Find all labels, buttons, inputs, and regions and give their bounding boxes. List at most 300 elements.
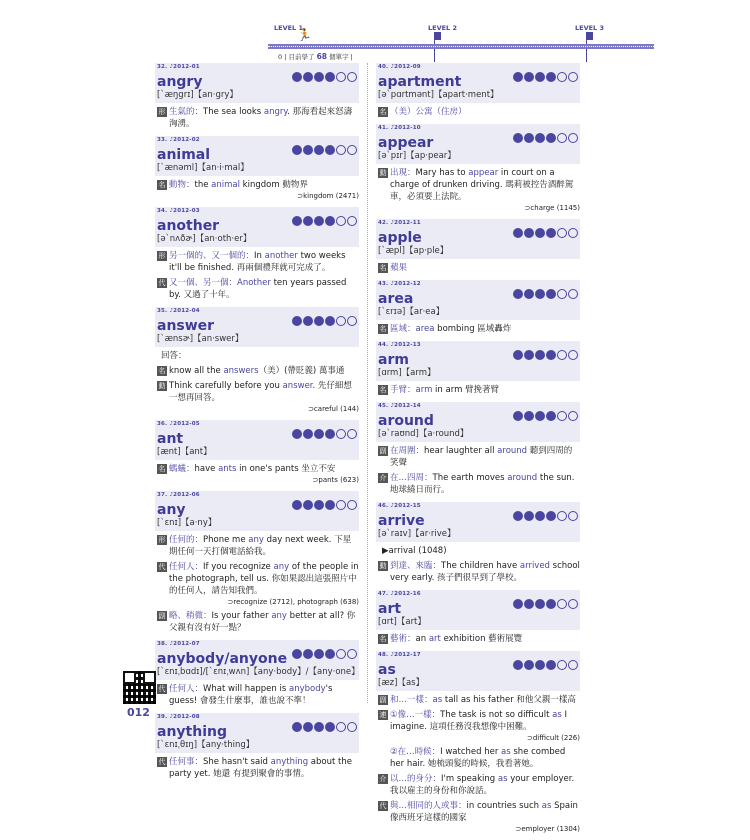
- sense-line: [155, 610, 359, 634]
- sense-definition: 動物：: [169, 180, 195, 190]
- sense-line: [155, 683, 359, 707]
- review-circle-icon[interactable]: [303, 722, 313, 732]
- sense-line: [376, 694, 580, 706]
- review-checkboxes[interactable]: [292, 722, 357, 732]
- example-rest: tall as his father 和他父親一樣高: [442, 695, 576, 705]
- sense-line: [155, 250, 359, 274]
- flag-icon: [435, 32, 441, 40]
- example-rest: 聽到四周的笑聲: [390, 446, 573, 468]
- example-text: The earth moves: [432, 473, 508, 483]
- review-checkboxes[interactable]: [513, 511, 578, 521]
- review-circle-icon[interactable]: [546, 660, 556, 670]
- review-circle-icon[interactable]: [336, 722, 346, 732]
- part-of-speech-badge: 名: [379, 264, 387, 272]
- sense-line: [155, 179, 359, 191]
- example-keyword: arm: [415, 385, 433, 395]
- example-rest: your employer. 我以雇主的身份和你說話。: [390, 774, 575, 796]
- entry-header: [376, 590, 580, 630]
- example-rest: in one's pants 坐立不安: [236, 464, 336, 474]
- entry-header: [155, 136, 359, 176]
- qr-code[interactable]: [123, 671, 156, 704]
- word-entry: [376, 280, 580, 335]
- review-checkboxes[interactable]: [292, 316, 357, 326]
- review-circle-icon[interactable]: [347, 649, 357, 659]
- review-circle-icon[interactable]: [314, 316, 324, 326]
- cross-reference: ⊃recognize (2712), photograph (638): [227, 598, 359, 606]
- pronunciation: [æz]【as】: [378, 678, 425, 688]
- example-rest: two weeks it'll be finished. 再兩個禮拜就可完成了。: [169, 251, 346, 273]
- headword: apple: [378, 230, 422, 246]
- cross-reference: ⊃careful (144): [308, 405, 359, 413]
- review-circle-icon[interactable]: [513, 289, 523, 299]
- sense-line: [155, 561, 359, 597]
- example-keyword: appear: [468, 168, 499, 178]
- review-checkboxes[interactable]: [513, 660, 578, 670]
- pronunciation: [əˋraɪv]【ar·rive】: [378, 529, 456, 539]
- example-rest: in arm 臂挽著臂: [432, 385, 500, 395]
- review-circle-icon[interactable]: [347, 216, 357, 226]
- review-circle-icon[interactable]: [314, 72, 324, 82]
- example-text: Think carefully before you: [169, 381, 283, 391]
- example-keyword: as: [541, 801, 552, 811]
- review-circle-icon[interactable]: [568, 228, 578, 238]
- review-circle-icon[interactable]: [347, 145, 357, 155]
- entry-header: [155, 307, 359, 347]
- sense-definition: 任何人：: [169, 684, 204, 694]
- entry-number: 33. ♪2012-02: [157, 137, 200, 143]
- review-circle-icon[interactable]: [513, 660, 523, 670]
- review-circle-icon[interactable]: [557, 350, 567, 360]
- sense-line: [376, 384, 580, 396]
- review-circle-icon[interactable]: [557, 228, 567, 238]
- review-circle-icon[interactable]: [535, 228, 545, 238]
- review-circle-icon[interactable]: [325, 722, 335, 732]
- entry-number: 34. ♪2012-03: [157, 208, 200, 214]
- review-circle-icon[interactable]: [535, 350, 545, 360]
- sense-definition: 蘋果: [390, 263, 408, 273]
- example-rest: in court on a charge of drunken driving. 瑪莉被控告酒醉駕車，必須要上法院。: [390, 168, 574, 202]
- part-of-speech-badge: 代: [158, 279, 166, 287]
- review-checkboxes[interactable]: [292, 216, 357, 226]
- review-circle-icon[interactable]: [535, 289, 545, 299]
- entry-header: [376, 219, 580, 259]
- runner-icon: 🏃: [297, 28, 312, 42]
- entry-note: 回答：: [161, 351, 187, 361]
- review-circle-icon[interactable]: [513, 350, 523, 360]
- sense-definition: 又一個、另一個：: [169, 278, 238, 288]
- entry-number: 45. ♪2012-14: [378, 403, 421, 409]
- example-text: the: [194, 180, 212, 190]
- review-circle-icon[interactable]: [557, 289, 567, 299]
- sense-line: [376, 262, 580, 274]
- sense-definition: 另一個的、又一個的：: [169, 251, 255, 261]
- sense-definition: 區域：: [390, 324, 416, 334]
- review-circle-icon[interactable]: [292, 316, 302, 326]
- level-2-label: LEVEL 2: [428, 24, 457, 32]
- review-circle-icon[interactable]: [292, 72, 302, 82]
- level-3-label: LEVEL 3: [575, 24, 604, 32]
- review-circle-icon[interactable]: [336, 649, 346, 659]
- headword: art: [378, 601, 402, 617]
- example-rest: Spain 像西班牙這樣的國家: [390, 801, 578, 823]
- review-circle-icon[interactable]: [524, 411, 534, 421]
- sense-definition: 和…一樣：: [390, 695, 433, 705]
- entry-number: 42. ♪2012-11: [378, 220, 421, 226]
- review-circle-icon[interactable]: [535, 660, 545, 670]
- review-circle-icon[interactable]: [347, 72, 357, 82]
- entry-number: 48. ♪2012-17: [378, 652, 421, 658]
- review-checkboxes[interactable]: [292, 649, 357, 659]
- part-of-speech-badge: 名: [379, 635, 387, 643]
- review-circle-icon[interactable]: [292, 145, 302, 155]
- review-circle-icon[interactable]: [314, 649, 324, 659]
- review-circle-icon[interactable]: [325, 500, 335, 510]
- entry-header: [376, 341, 580, 381]
- sense-line: [376, 323, 580, 335]
- review-circle-icon[interactable]: [546, 289, 556, 299]
- review-circle-icon[interactable]: [347, 722, 357, 732]
- example-text: an: [415, 634, 429, 644]
- example-rest: she combed her hair. 她梳頭髮的時候，我看著她。: [390, 747, 566, 769]
- example-rest: day next week. 下星期任何一天打個電話給我。: [169, 535, 352, 557]
- review-circle-icon[interactable]: [292, 216, 302, 226]
- example-text: in countries such: [466, 801, 542, 811]
- review-circle-icon[interactable]: [292, 429, 302, 439]
- word-entry: [376, 219, 580, 274]
- word-entry: [155, 63, 359, 130]
- review-circle-icon[interactable]: [524, 599, 534, 609]
- entry-header: [155, 640, 359, 680]
- review-circle-icon[interactable]: [546, 411, 556, 421]
- sense-line: [376, 106, 580, 118]
- review-circle-icon[interactable]: [524, 133, 534, 143]
- review-circle-icon[interactable]: [325, 72, 335, 82]
- review-circle-icon[interactable]: [535, 72, 545, 82]
- sense-line: [376, 800, 580, 824]
- example-text: The children have: [441, 561, 520, 571]
- review-circle-icon[interactable]: [314, 500, 324, 510]
- entry-number: 37. ♪2012-06: [157, 492, 200, 498]
- part-of-speech-badge: 介: [379, 474, 387, 482]
- review-circle-icon[interactable]: [347, 316, 357, 326]
- review-circle-icon[interactable]: [314, 722, 324, 732]
- review-circle-icon[interactable]: [546, 350, 556, 360]
- review-checkboxes[interactable]: [292, 500, 357, 510]
- sense-line: [155, 365, 359, 377]
- entry-header: [376, 124, 580, 164]
- entry-number: 40. ♪2012-09: [378, 64, 421, 70]
- review-circle-icon[interactable]: [557, 72, 567, 82]
- example-rest: school very early. 孩子們很早到了學校。: [390, 561, 580, 583]
- example-keyword: art: [428, 634, 441, 644]
- sense-line: [376, 445, 580, 469]
- example-keyword: Another: [237, 278, 271, 288]
- review-checkboxes[interactable]: [292, 145, 357, 155]
- headword: arrive: [378, 513, 425, 529]
- cross-reference: ⊃employer (1304): [515, 825, 580, 833]
- example-text: She hasn't said: [203, 757, 271, 767]
- review-circle-icon[interactable]: [314, 429, 324, 439]
- pronunciation: [ænt]【ant】: [157, 447, 212, 457]
- review-circle-icon[interactable]: [513, 511, 523, 521]
- review-circle-icon[interactable]: [546, 599, 556, 609]
- example-text: have: [194, 464, 219, 474]
- part-of-speech-badge: 名: [379, 108, 387, 116]
- progress-bar: [268, 44, 654, 49]
- part-of-speech-badge: 形: [158, 108, 166, 116]
- pronunciation: [ˋæŋgrɪ]【an·gry】: [157, 90, 238, 100]
- cross-reference: ⊃charge (1145): [524, 204, 580, 212]
- entry-header: [155, 713, 359, 753]
- example-rest: exhibition 藝術展覽: [440, 634, 523, 644]
- word-entry: [376, 124, 580, 213]
- review-circle-icon[interactable]: [524, 660, 534, 670]
- review-circle-icon[interactable]: [292, 722, 302, 732]
- example-text: I'm speaking: [441, 774, 498, 784]
- entry-header: [155, 63, 359, 103]
- review-circle-icon[interactable]: [314, 145, 324, 155]
- review-circle-icon[interactable]: [557, 599, 567, 609]
- part-of-speech-badge: 副: [158, 612, 166, 620]
- example-rest: . 那海看起來怒濤洶湧。: [169, 107, 353, 129]
- review-circle-icon[interactable]: [513, 72, 523, 82]
- review-checkboxes[interactable]: [292, 429, 357, 439]
- sense-line: [376, 560, 580, 584]
- example-keyword: around: [497, 446, 528, 456]
- review-circle-icon[interactable]: [568, 599, 578, 609]
- word-entry: [376, 651, 580, 834]
- review-circle-icon[interactable]: [568, 511, 578, 521]
- progress-text: 0 | 目前學了 68 個單字 |: [278, 52, 353, 61]
- word-entry: [376, 402, 580, 496]
- review-circle-icon[interactable]: [524, 228, 534, 238]
- review-circle-icon[interactable]: [303, 216, 313, 226]
- sense-definition: 以…的身分：: [390, 774, 442, 784]
- word-entry: [155, 420, 359, 485]
- example-rest: about the party yet. 她還 有提到聚會的事情。: [169, 757, 352, 779]
- review-circle-icon[interactable]: [546, 228, 556, 238]
- cross-reference: ⊃pants (623): [312, 476, 359, 484]
- example-keyword: area: [415, 324, 435, 334]
- review-circle-icon[interactable]: [557, 133, 567, 143]
- part-of-speech-badge: 形: [158, 252, 166, 260]
- headword: another: [157, 218, 220, 234]
- review-checkboxes[interactable]: [513, 289, 578, 299]
- review-circle-icon[interactable]: [557, 660, 567, 670]
- review-checkboxes[interactable]: [513, 599, 578, 609]
- review-circle-icon[interactable]: [568, 350, 578, 360]
- sense-line: [155, 380, 359, 404]
- sense-line: [155, 106, 359, 130]
- review-circle-icon[interactable]: [557, 411, 567, 421]
- example-text: I watched her: [440, 747, 502, 757]
- sense-definition: 藝術：: [390, 634, 416, 644]
- entry-header: [155, 420, 359, 460]
- review-circle-icon[interactable]: [524, 289, 534, 299]
- review-checkboxes[interactable]: [513, 72, 578, 82]
- part-of-speech-badge: 名: [379, 325, 387, 333]
- example-rest: ten years passed by. 又過了十年。: [169, 278, 347, 300]
- sense-definition: 手臂：: [390, 385, 416, 395]
- review-circle-icon[interactable]: [303, 145, 313, 155]
- sense-line: [376, 773, 580, 797]
- example-keyword: angry: [263, 107, 288, 117]
- review-checkboxes[interactable]: [292, 72, 357, 82]
- part-of-speech-badge: 副: [379, 696, 387, 704]
- example-keyword: any: [271, 611, 287, 621]
- word-entry: [376, 502, 580, 584]
- headword: apartment: [378, 74, 462, 90]
- entry-number: 32. ♪2012-01: [157, 64, 200, 70]
- review-circle-icon[interactable]: [303, 649, 313, 659]
- review-circle-icon[interactable]: [336, 216, 346, 226]
- review-circle-icon[interactable]: [524, 72, 534, 82]
- part-of-speech-badge: 形: [158, 536, 166, 544]
- pronunciation: [ˋɛnɪˌθɪŋ]【any·thing】: [157, 740, 255, 750]
- review-circle-icon[interactable]: [325, 429, 335, 439]
- entry-header: [155, 207, 359, 247]
- review-circle-icon[interactable]: [568, 72, 578, 82]
- sense-line: [376, 709, 580, 733]
- review-circle-icon[interactable]: [568, 411, 578, 421]
- entry-header: [376, 280, 580, 320]
- review-circle-icon[interactable]: [336, 316, 346, 326]
- entry-number: 35. ♪2012-04: [157, 308, 200, 314]
- review-checkboxes[interactable]: [513, 133, 578, 143]
- entry-number: 47. ♪2012-16: [378, 591, 421, 597]
- example-rest: better at all? 你父親有沒有好一點？: [169, 611, 356, 633]
- example-keyword: as: [501, 747, 511, 757]
- word-entry: [155, 307, 359, 414]
- review-circle-icon[interactable]: [568, 660, 578, 670]
- sense-definition: 與…相同的人或事：: [390, 801, 467, 811]
- example-keyword: as: [432, 695, 443, 705]
- example-text: know all the: [169, 366, 224, 376]
- review-circle-icon[interactable]: [568, 289, 578, 299]
- review-checkboxes[interactable]: [513, 411, 578, 421]
- review-circle-icon[interactable]: [535, 411, 545, 421]
- headword: area: [378, 291, 414, 307]
- review-checkboxes[interactable]: [513, 350, 578, 360]
- example-rest: 's guess! 會發生什麼事，誰也說不準！: [169, 684, 333, 706]
- example-keyword: another: [264, 251, 298, 261]
- example-text: Phone me: [203, 535, 249, 545]
- review-circle-icon[interactable]: [513, 228, 523, 238]
- review-checkboxes[interactable]: [513, 228, 578, 238]
- review-circle-icon[interactable]: [292, 649, 302, 659]
- review-circle-icon[interactable]: [347, 500, 357, 510]
- review-circle-icon[interactable]: [292, 500, 302, 510]
- part-of-speech-badge: 連: [379, 711, 387, 719]
- pronunciation: [ˋæpl]【ap·ple】: [378, 246, 449, 256]
- part-of-speech-badge: 介: [379, 775, 387, 783]
- sense-line: [155, 277, 359, 301]
- cross-reference: ⊃difficult (226): [526, 734, 580, 742]
- review-circle-icon[interactable]: [535, 133, 545, 143]
- review-circle-icon[interactable]: [303, 429, 313, 439]
- example-text: If you recognize: [203, 562, 274, 572]
- review-circle-icon[interactable]: [325, 649, 335, 659]
- word-entry: [376, 590, 580, 645]
- review-circle-icon[interactable]: [557, 511, 567, 521]
- part-of-speech-badge: 名: [158, 181, 166, 189]
- part-of-speech-badge: 動: [379, 562, 387, 570]
- review-circle-icon[interactable]: [336, 72, 346, 82]
- review-circle-icon[interactable]: [336, 145, 346, 155]
- example-text: hear laughter all: [424, 446, 498, 456]
- sense-line: [155, 756, 359, 780]
- sense-line: [155, 463, 359, 475]
- review-circle-icon[interactable]: [535, 511, 545, 521]
- entry-header: [376, 402, 580, 442]
- review-circle-icon[interactable]: [535, 599, 545, 609]
- cross-reference: ⊃kingdom (2471): [297, 192, 359, 200]
- pronunciation: [ˋɛnɪ]【a·ny】: [157, 518, 217, 528]
- part-of-speech-badge: 代: [158, 563, 166, 571]
- headword: anybody/anyone: [157, 651, 288, 667]
- example-keyword: anybody: [289, 684, 326, 694]
- flag-icon: [587, 32, 593, 40]
- entry-number: 39. ♪2012-08: [157, 714, 200, 720]
- review-circle-icon[interactable]: [546, 133, 556, 143]
- entry-header: [376, 63, 580, 103]
- entry-number: 38. ♪2012-07: [157, 641, 200, 647]
- part-of-speech-badge: 代: [158, 758, 166, 766]
- column-divider: [367, 63, 369, 703]
- review-circle-icon[interactable]: [325, 316, 335, 326]
- review-circle-icon[interactable]: [347, 429, 357, 439]
- review-circle-icon[interactable]: [546, 511, 556, 521]
- review-circle-icon[interactable]: [524, 511, 534, 521]
- sense-definition: 任何人：: [169, 562, 204, 572]
- learned-count: 68: [316, 52, 327, 61]
- review-circle-icon[interactable]: [513, 411, 523, 421]
- review-circle-icon[interactable]: [325, 145, 335, 155]
- headword: ant: [157, 431, 184, 447]
- review-circle-icon[interactable]: [336, 500, 346, 510]
- pronunciation: [ˋænsɚ]【an·swer】: [157, 334, 244, 344]
- review-circle-icon[interactable]: [303, 500, 313, 510]
- level-1-label: LEVEL 1: [274, 24, 303, 32]
- review-circle-icon[interactable]: [303, 72, 313, 82]
- pronunciation: [əˋnʌðɚ]【an·oth·er】: [157, 234, 252, 244]
- review-circle-icon[interactable]: [303, 316, 313, 326]
- example-rest: bombing 區域轟炸: [434, 324, 512, 334]
- headword: around: [378, 413, 434, 429]
- part-of-speech-badge: 代: [379, 802, 387, 810]
- example-text: The sea looks: [203, 107, 264, 117]
- review-circle-icon[interactable]: [546, 72, 556, 82]
- review-circle-icon[interactable]: [513, 133, 523, 143]
- review-circle-icon[interactable]: [568, 133, 578, 143]
- example-keyword: ants: [218, 464, 237, 474]
- review-circle-icon[interactable]: [524, 350, 534, 360]
- word-entry: [155, 207, 359, 301]
- part-of-speech-badge: 名: [379, 386, 387, 394]
- example-keyword: around: [507, 473, 538, 483]
- review-circle-icon[interactable]: [513, 599, 523, 609]
- review-circle-icon[interactable]: [314, 216, 324, 226]
- example-keyword: anything: [270, 757, 309, 767]
- headword: any: [157, 502, 186, 518]
- review-circle-icon[interactable]: [336, 429, 346, 439]
- example-rest: of the people in the photograph, tell us. 你如果認出這張照片中的任何人，請告知我們。: [169, 562, 359, 596]
- pronunciation: [ɑrm]【arm】: [378, 368, 436, 378]
- review-circle-icon[interactable]: [325, 216, 335, 226]
- headword: answer: [157, 318, 215, 334]
- headword: arm: [378, 352, 409, 368]
- entry-number: 36. ♪2012-05: [157, 421, 200, 427]
